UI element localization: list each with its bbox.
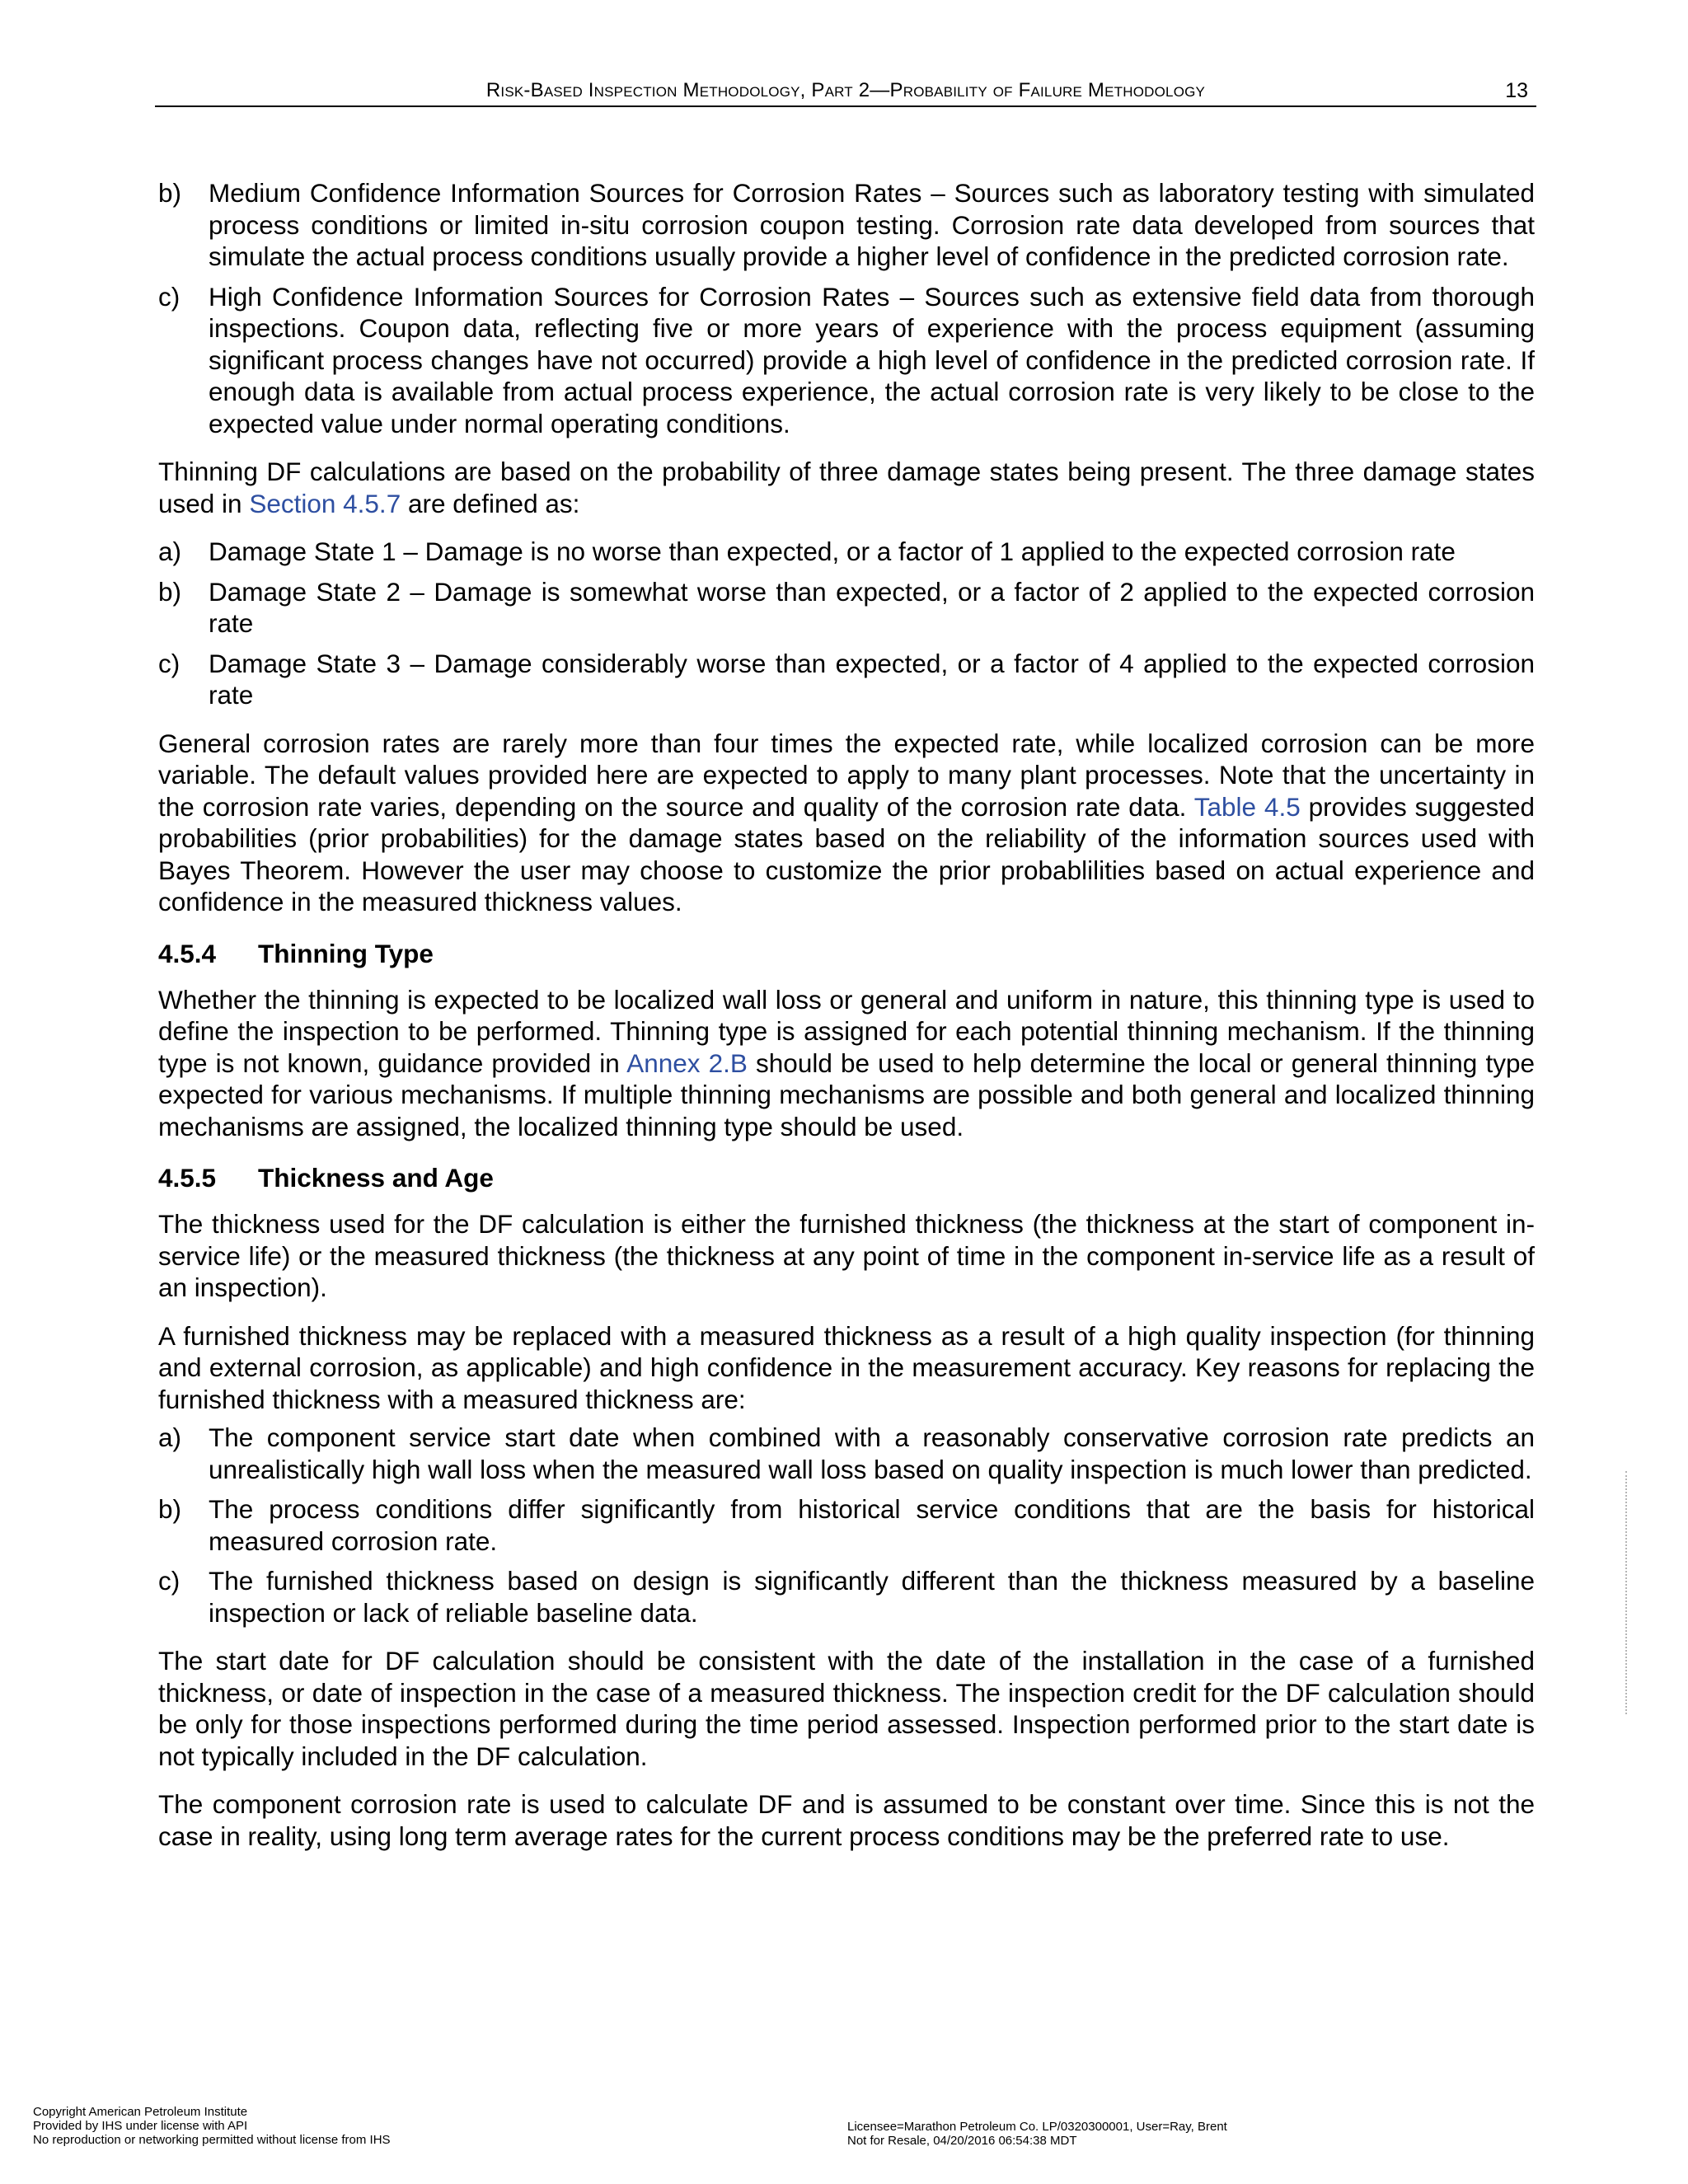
list-item-text: High Confidence Information Sources for Corrosion Rates – Sources such as extensive field data from thorough inspections. Coupon data, reflecting five or more years of experience with the process equipment (assuming significant process changes have not occurred) provide a high level of confidence in the predicted corrosion rate. If enough data is available from actual process experience, the actual corrosion rate is very likely to be close to the expected value under normal operating conditions. (209, 281, 1535, 438)
thickness-paragraph: The thickness used for the DF calculation is either the furnished thickness (the thickness at the start of component in-service life) or the measured thickness (the thickness at any point of time in the component in-service life as a result of an inspection). (158, 1209, 1535, 1302)
footer-license (847, 2120, 1227, 2148)
furnished-thickness-paragraph: A furnished thickness may be replaced with a measured thickness as a result of a high quality inspection (for thinning and external corrosion, as applicable) and high confidence in the measurement accuracy. Key reasons for replacing the furnished thickness with a measured thickness are: (158, 1320, 1535, 1414)
section-title: Thinning Type (258, 938, 434, 968)
damage-states-list (158, 536, 1535, 711)
list-item-text: The component service start date when combined with a reasonably conservative corrosion rate predicts an unrealistically high wall loss when the measured wall loss based on quality inspection is much lower than predicted. (209, 1422, 1535, 1484)
list-item (158, 1565, 1535, 1629)
start-date-paragraph: The start date for DF calculation should be consistent with the date of the installation in the case of a furnished thickness, or date of inspection in the case of a measured thickness. The inspection credit for the DF calculation should be only for those inspections performed during the time period assessed. Inspection performed prior to the start date is not typically included in the DF calculation. (158, 1646, 1535, 1771)
footer-line: Provided by IHS under license with API (33, 2119, 248, 2133)
footer-copyright (33, 2105, 391, 2147)
list-item-text: Damage State 1 – Damage is no worse than expected, or a factor of 1 applied to the expected corrosion rate (209, 537, 1456, 566)
list-item-text: Damage State 3 – Damage considerably worse than expected, or a factor of 4 applied to the expected corrosion rate (209, 648, 1535, 710)
list-marker: b) (158, 576, 182, 607)
section-heading-4-5-5 (158, 1162, 1535, 1193)
page-number: 13 (1505, 79, 1528, 102)
page-body (158, 177, 1535, 1868)
table-4-5-link[interactable]: Table 4.5 (1193, 791, 1301, 822)
list-item (158, 648, 1535, 711)
list-marker: b) (158, 178, 182, 208)
running-title: Risk-Based Inspection Methodology, Part 2—Probability of Failure Methodology (485, 79, 1206, 101)
annex-2b-link[interactable]: Annex 2.B (626, 1047, 748, 1078)
footer-line: Licensee=Marathon Petroleum Co. LP/0320300001, User=Ray, Brent (847, 2120, 1227, 2134)
section-number: 4.5.5 (158, 1163, 217, 1193)
list-item (158, 281, 1535, 440)
paragraph-text: are defined as: (401, 488, 580, 518)
footer-line: No reproduction or networking permitted without license from IHS (33, 2133, 391, 2147)
list-item-text: The process conditions differ significantly from historical service conditions that are the basis for historical measured corrosion rate. (209, 1494, 1535, 1556)
list-marker: c) (158, 1566, 181, 1596)
footer-line: Copyright American Petroleum Institute (33, 2105, 248, 2119)
list-marker: a) (158, 537, 182, 566)
confidence-sources-list (158, 177, 1535, 439)
list-item-text: Medium Confidence Information Sources for Corrosion Rates – Sources such as laboratory testing with simulated process conditions or limited in-situ corrosion coupon testing. Corrosion rate data developed from sources that simulate the actual process conditions usually provide a higher level of confidence in the predicted corrosion rate. (209, 178, 1535, 271)
section-4-5-7-link[interactable]: Section 4.5.7 (249, 488, 401, 518)
list-marker: c) (158, 281, 181, 312)
paragraph-text: Thinning DF calculations are based on the probability of three damage states being present. The three damage states used in (158, 457, 1535, 518)
replacement-reasons-list (158, 1422, 1535, 1629)
corrosion-rate-paragraph: The component corrosion rate is used to calculate DF and is assumed to be constant over time. Since this is not the case in reality, using long term average rates for the current process conditions may be the preferred rate to use. (158, 1789, 1535, 1851)
list-item (158, 177, 1535, 273)
paragraph-text: provides suggested probabilities (prior probabilities) for the damage states based on the reliability of the information sources used with Bayes Theorem. However the user may choose to customize the prior probablilities based on actual experience and confidence in the measured thickness values. (158, 791, 1535, 916)
list-item-text: Damage State 2 – Damage is somewhat worse than expected, or a factor of 2 applied to the expected corrosion rate (209, 576, 1535, 638)
general-corrosion-paragraph (158, 728, 1535, 918)
paragraph-text: Whether the thinning is expected to be localized wall loss or general and uniform in nature, this thinning type is used to define the inspection to be performed. Thinning type is assigned for each potential thinning mechanism. If the thinning type is not known, guidance provided in (158, 984, 1535, 1078)
section-heading-4-5-4 (158, 938, 1535, 969)
paragraph-text: General corrosion rates are rarely more than four times the expected rate, while localized corrosion can be more variable. The default values provided here are expected to apply to many plant processes. Note that the uncertainty in the corrosion rate varies, depending on the source and quality of the corrosion rate data. (158, 728, 1535, 822)
thinning-type-paragraph (158, 984, 1535, 1143)
damage-states-paragraph (158, 456, 1535, 519)
list-marker: c) (158, 648, 181, 678)
list-item (158, 1422, 1535, 1485)
footer-line: Not for Resale, 04/20/2016 06:54:38 MDT (847, 2134, 1077, 2148)
list-item (158, 576, 1535, 640)
list-marker: a) (158, 1422, 182, 1452)
list-item-text: The furnished thickness based on design is significantly different than the thickness measured by a baseline inspection or lack of reliable baseline data. (209, 1566, 1535, 1628)
page-header (155, 79, 1536, 107)
section-number: 4.5.4 (158, 938, 217, 968)
list-item (158, 1493, 1535, 1557)
list-marker: b) (158, 1494, 182, 1524)
paragraph-text: should be used to help determine the local or general thinning type expected for various mechanisms. If multiple thinning mechanisms are possible and both general and localized thinning mechanisms are assigned, the localized thinning type should be used. (158, 1047, 1535, 1141)
side-margin-mark (1625, 1471, 1629, 1714)
list-item (158, 536, 1535, 568)
section-title: Thickness and Age (258, 1163, 494, 1193)
